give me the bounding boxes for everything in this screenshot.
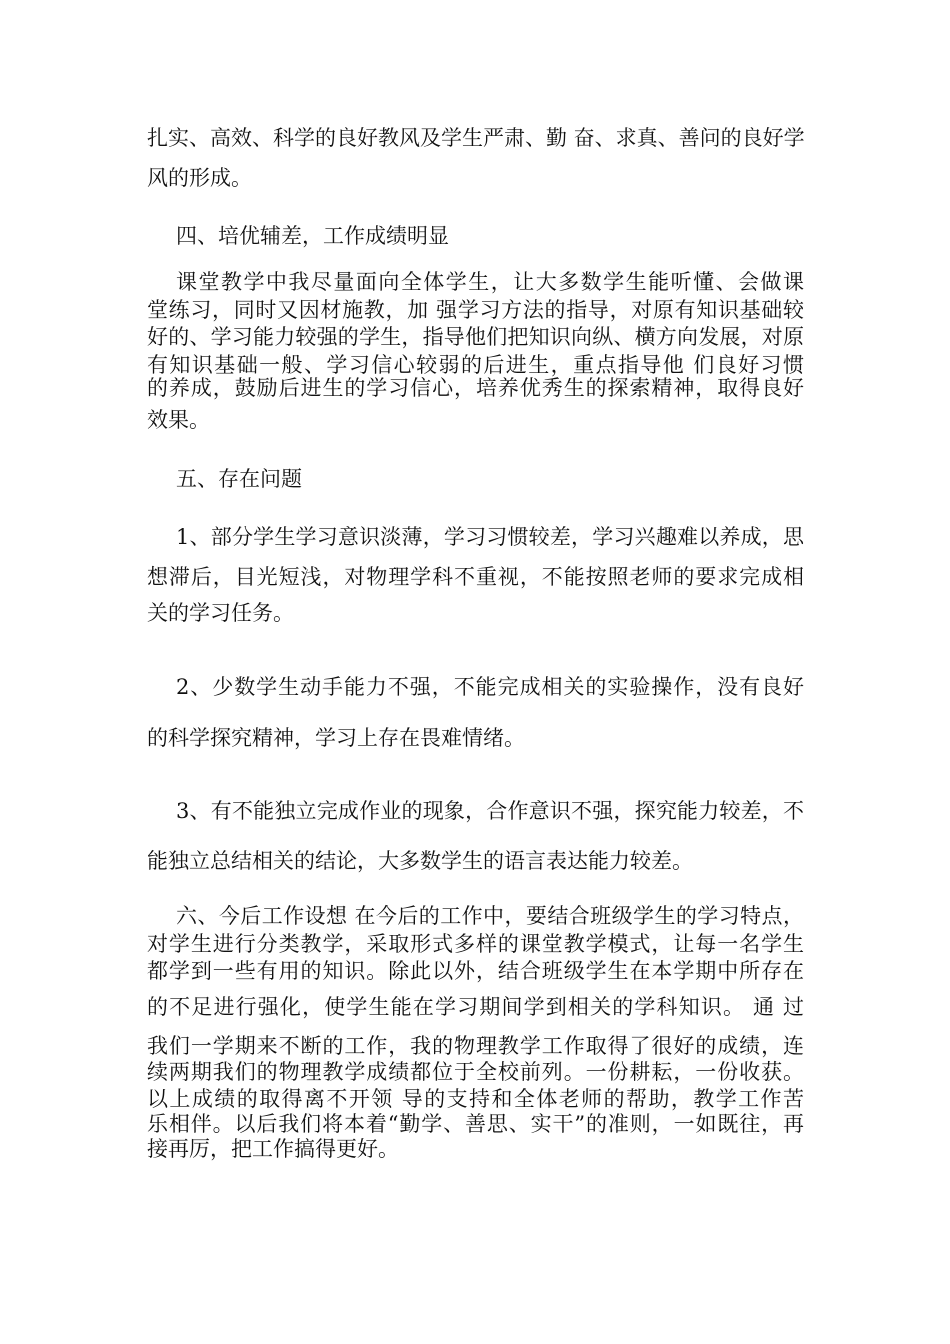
- text-line: 我们一学期来不断的工作，我的物理教学工作取得了很好的成绩，连: [147, 1034, 804, 1058]
- section-heading: 四、培优辅差，工作成绩明显: [176, 224, 449, 248]
- text-line: 乐相伴。以后我们将本着“勤学、善思、实干”的准则，一如既往，再: [147, 1112, 804, 1136]
- text-line: 堂练习，同时又因材施教，加 强学习方法的指导，对原有知识基础较: [147, 298, 804, 322]
- text-line: 好的、学习能力较强的学生，指导他们把知识向纵、横方向发展，对原: [147, 325, 804, 349]
- text-line: 对学生进行分类教学，采取形式多样的课堂教学模式，让每一名学生: [147, 932, 804, 956]
- text-line: 扎实、高效、科学的良好教风及学生严肃、勤 奋、求真、善问的良好学: [147, 126, 805, 150]
- text-line: 以上成绩的取得离不开领 导的支持和全体老师的帮助，教学工作苦: [147, 1087, 804, 1111]
- text-line: 1、部分学生学习意识淡薄，学习习惯较差，学习兴趣难以养成，思: [176, 525, 804, 549]
- section-heading: 五、存在问题: [176, 467, 302, 491]
- text-line: 效果。: [147, 408, 210, 432]
- text-line: 的科学探究精神，学习上存在畏难情绪。: [147, 726, 525, 750]
- text-line: 想滞后，目光短浅，对物理学科不重视，不能按照老师的要求完成相: [147, 565, 804, 589]
- text-line: 能独立总结相关的结论，大多数学生的语言表达能力较差。: [147, 849, 693, 873]
- text-line: 风的形成。: [147, 166, 252, 190]
- text-line: 有知识基础一般、学习信心较弱的后进生，重点指导他 们良好习惯: [147, 353, 804, 377]
- text-line: 课堂教学中我尽量面向全体学生，让大多数学生能听懂、会做课: [176, 270, 804, 294]
- text-line: 续两期我们的物理教学成绩都位于全校前列。一份耕耘，一份收获。: [147, 1060, 804, 1084]
- text-line: 关的学习任务。: [147, 601, 294, 625]
- text-line: 2、少数学生动手能力不强，不能完成相关的实验操作，没有良好: [176, 675, 804, 699]
- text-line: 的不足进行强化，使学生能在学习期间学到相关的学科知识。 通 过: [147, 995, 804, 1019]
- text-line: 3、有不能独立完成作业的现象，合作意识不强，探究能力较差，不: [176, 799, 804, 823]
- section-heading: 六、今后工作设想 在今后的工作中，要结合班级学生的学习特点，: [176, 904, 804, 928]
- text-line: 都学到一些有用的知识。除此以外，结合班级学生在本学期中所存在: [147, 959, 804, 983]
- text-line: 接再厉，把工作搞得更好。: [147, 1137, 399, 1161]
- text-line: 的养成，鼓励后进生的学习信心，培养优秀生的探索精神，取得良好: [147, 376, 804, 400]
